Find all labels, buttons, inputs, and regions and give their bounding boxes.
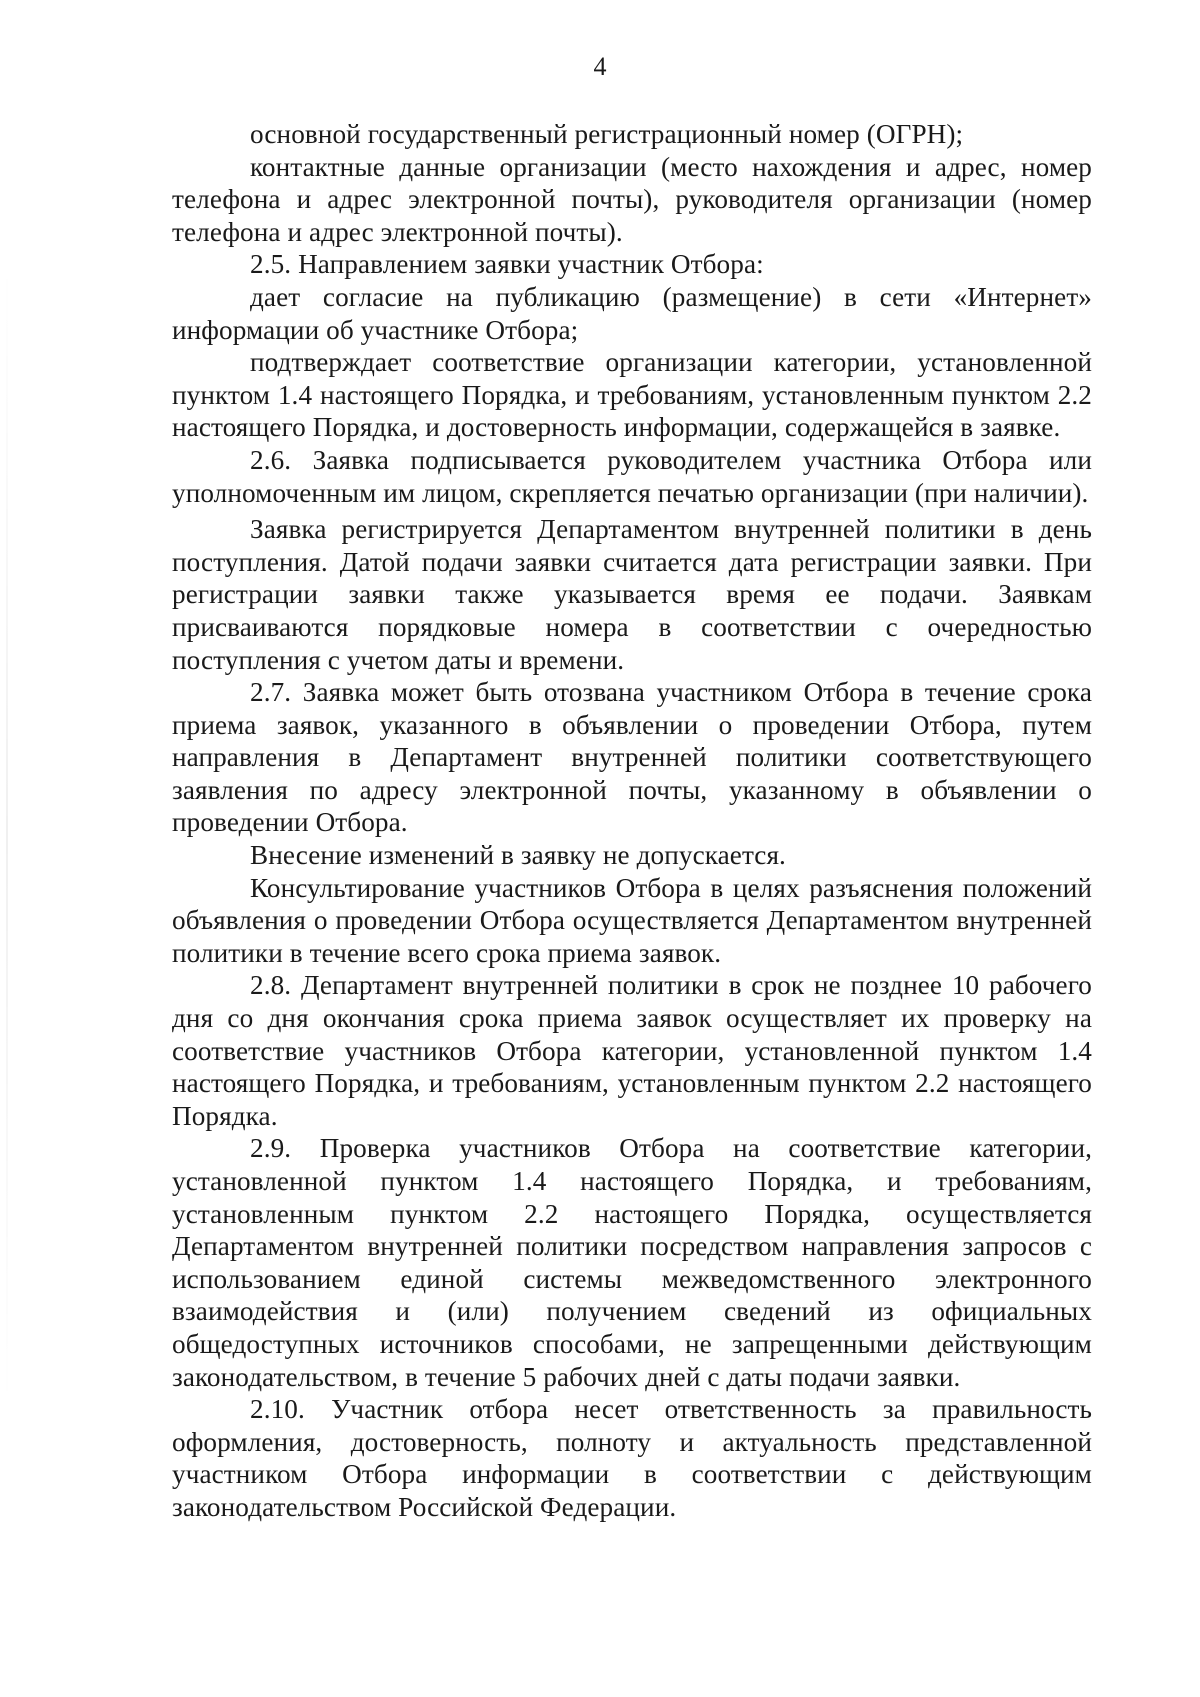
paragraph-2-8: 2.8. Департамент внутренней политики в срок не позднее 10 рабочего дня со дня окончания срока приема заявок осуществляет их проверку на соответствие участников Отбора категории, установленной пунктом 1.4 настоящего Порядка, и требованиям, установленным пунктом 2.2 настоящего Порядка. <box>172 970 1092 1131</box>
document-body <box>172 118 1092 1524</box>
paragraph-2-6: 2.6. Заявка подписывается руководителем участника Отбора или уполномоченным им лицом, скрепляется печатью организации (при наличии). <box>172 444 1092 508</box>
paragraph-consent: дает согласие на публикацию (размещение) в сети «Интернет» информации об участнике Отбора; <box>172 281 1092 345</box>
scan-edge-shadow <box>6 260 8 1410</box>
paragraph-consulting: Консультирование участников Отбора в целях разъяснения положений объявления о проведении Отбора осуществляется Департаментом внутренней политики в течение всего срока приема заявок. <box>172 872 1092 968</box>
paragraph-registration: Заявка регистрируется Департаментом внутренней политики в день поступления. Датой подачи заявки считается дата регистрации заявки. При регистрации заявки также указывается время ее подачи. Заявкам присваиваются порядковые номера в соответствии с очередностью поступления с учетом даты и времени. <box>172 514 1092 675</box>
paragraph-2-10: 2.10. Участник отбора несет ответственность за правильность оформления, достоверность, полноту и актуальность представленной участником Отбора информации в соответствии с действующим законодательством Российской Федерации. <box>172 1394 1092 1522</box>
paragraph-2-5: 2.5. Направлением заявки участник Отбора: <box>250 249 764 280</box>
paragraph-2-7: 2.7. Заявка может быть отозвана участником Отбора в течение срока приема заявок, указанного в объявлении о проведении Отбора, путем направления в Департамент внутренней политики соответствующего заявления по адресу электронной почты, указанному в объявлении о проведении Отбора. <box>172 677 1092 838</box>
paragraph-2-9: 2.9. Проверка участников Отбора на соответствие категории, установленной пунктом 1.4 настоящего Порядка, и требованиям, установленным пунктом 2.2 настоящего Порядка, осуществляется Департаментом внутренней политики посредством направления запросов с использованием единой системы межведомственного электронного взаимодействия и (или) получением сведений из официальных общедоступных источников способами, не запрещенными действующим законодательством, в течение 5 рабочих дней с даты подачи заявки. <box>172 1133 1092 1392</box>
paragraph-no-changes: Внесение изменений в заявку не допускается. <box>250 840 786 871</box>
paragraph-contact-data: контактные данные организации (место нахождения и адрес, номер телефона и адрес электронной почты), руководителя организации (номер телефона и адрес электронной почты). <box>172 151 1092 247</box>
paragraph-confirmation: подтверждает соответствие организации категории, установленной пунктом 1.4 настоящего Порядка, и требованиям, установленным пунктом 2.2 настоящего Порядка, и достоверность информации, содержащейся в заявке. <box>172 347 1092 443</box>
paragraph-ogrn: основной государственный регистрационный номер (ОГРН); <box>250 119 964 149</box>
page-number: 4 <box>593 52 607 81</box>
